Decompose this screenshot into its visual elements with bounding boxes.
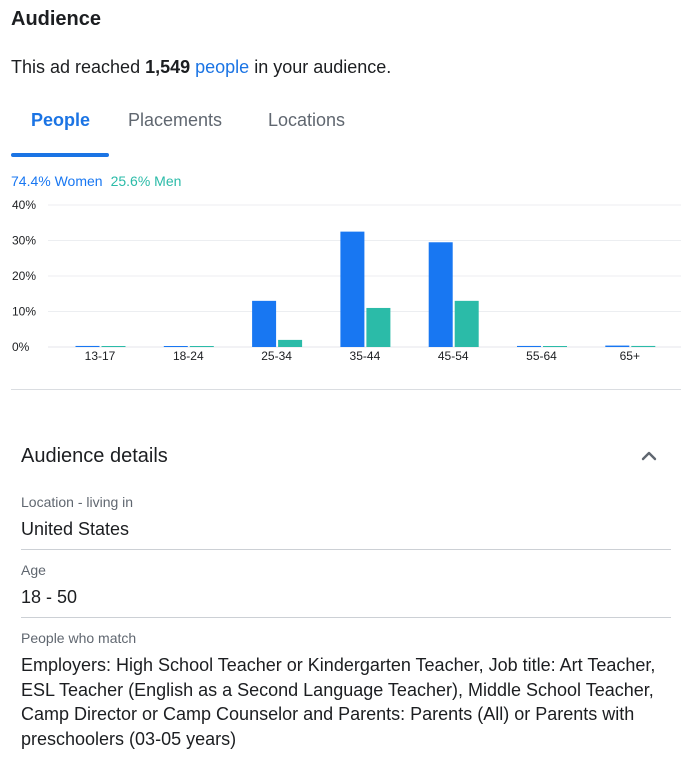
y-tick-label: 20% bbox=[12, 269, 37, 283]
location-label: Location - living in bbox=[21, 494, 134, 510]
bar-men-45-54[interactable] bbox=[455, 301, 479, 347]
age-label: Age bbox=[21, 562, 46, 578]
age-gender-chart bbox=[11, 195, 681, 370]
tab-people[interactable]: People bbox=[31, 110, 91, 130]
reach-summary bbox=[11, 57, 391, 78]
field-divider bbox=[21, 617, 671, 618]
y-tick-label: 0% bbox=[12, 340, 30, 354]
people-match-label: People who match bbox=[21, 630, 137, 646]
reach-count: 1,549 bbox=[145, 57, 191, 77]
bar-women-25-34[interactable] bbox=[252, 301, 276, 347]
bar-men-18-24[interactable] bbox=[190, 346, 214, 347]
x-tick-label: 13-17 bbox=[84, 349, 116, 363]
audience-tabs bbox=[11, 106, 681, 158]
bar-women-45-54[interactable] bbox=[429, 242, 453, 347]
x-tick-label: 25-34 bbox=[261, 349, 292, 363]
legend-men: 25.6% Men bbox=[110, 173, 182, 189]
chevron-up-icon[interactable] bbox=[639, 446, 659, 466]
tab-locations[interactable]: Locations bbox=[268, 110, 346, 130]
bar-women-13-17[interactable] bbox=[76, 346, 100, 347]
active-tab-indicator bbox=[11, 153, 109, 157]
bar-women-18-24[interactable] bbox=[164, 346, 188, 347]
reach-suffix: in your audience. bbox=[249, 57, 392, 77]
bar-men-65+[interactable] bbox=[631, 346, 655, 347]
x-tick-label: 65+ bbox=[619, 349, 640, 363]
x-tick-label: 18-24 bbox=[172, 349, 204, 363]
y-tick-label: 10% bbox=[12, 304, 37, 319]
location-value: United States bbox=[21, 519, 130, 539]
bar-men-25-34[interactable] bbox=[278, 340, 302, 347]
x-tick-label: 55-64 bbox=[526, 349, 557, 363]
audience-title: Audience bbox=[11, 8, 102, 30]
x-tick-label: 35-44 bbox=[349, 349, 381, 363]
bar-women-55-64[interactable] bbox=[517, 346, 541, 347]
y-tick-label: 40% bbox=[12, 198, 37, 212]
people-match-value: Employers: High School Teacher or Kindergarten Teacher, Job title: Art Teacher, ESL Teacher (English as a Second Language Teacher), Middle School Teacher, Camp Director or Camp Counselor and Parents: Parents (All) or Parents with preschoolers (03-05 years) bbox=[21, 655, 656, 749]
people-link[interactable]: people bbox=[195, 57, 250, 77]
audience-details-title: Audience details bbox=[21, 445, 168, 467]
bar-men-13-17[interactable] bbox=[102, 346, 126, 347]
reach-prefix: This ad reached bbox=[11, 57, 146, 77]
bar-men-35-44[interactable] bbox=[366, 308, 390, 347]
gender-legend bbox=[11, 173, 181, 189]
legend-women: 74.4% Women bbox=[11, 173, 103, 189]
x-tick-label: 45-54 bbox=[437, 349, 469, 363]
section-divider bbox=[11, 389, 681, 390]
tab-placements[interactable]: Placements bbox=[128, 110, 223, 130]
bar-women-35-44[interactable] bbox=[340, 232, 364, 347]
age-value: 18 - 50 bbox=[21, 587, 78, 607]
bar-men-55-64[interactable] bbox=[543, 346, 567, 347]
bar-women-65+[interactable] bbox=[605, 346, 629, 347]
field-divider bbox=[21, 549, 671, 550]
y-tick-label: 30% bbox=[12, 233, 37, 248]
